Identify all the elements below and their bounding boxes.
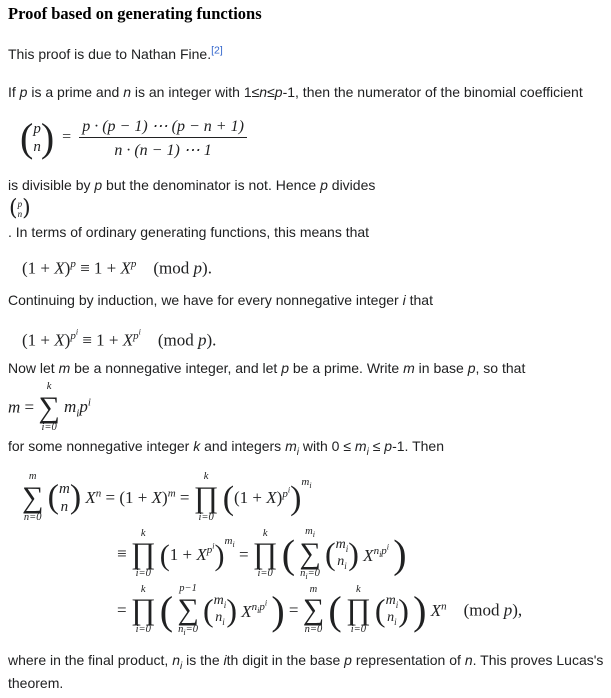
formula-binomial-fraction: ( p n ) = $\frac{p \cdot (p - 1) \cdots (p - n + 1)}{n \cdot (n - 1) \cdots 1}$ — [20, 114, 247, 161]
text: is the — [182, 652, 224, 668]
subscript: i — [366, 446, 369, 458]
text: be a nonnegative integer, and let — [70, 360, 282, 376]
text: divides — [327, 177, 376, 193]
text: where in the final product, — [8, 652, 173, 668]
formula-line-3: = k ∏ i=0 ( p−1 ∑ $n_i=0$ ( $m_i$ $n_i$ ) $X^{n_ip^i}$ ) = m ∑ n=0 ( k ∏ i=0 ( $m_i$ $n_i$ ) ) $X^n$ (mod p), — [117, 583, 523, 637]
text: , so that — [475, 360, 526, 376]
text: is an integer with 1≤ — [130, 84, 260, 100]
var-p: p — [467, 360, 476, 376]
subscript: i — [180, 660, 183, 672]
paragraph-induction — [8, 290, 433, 310]
text: with 0 ≤ — [298, 438, 355, 454]
section-heading: Proof based on generating functions — [8, 4, 262, 23]
reference-link[interactable]: [2] — [211, 44, 223, 57]
text: ≤ — [267, 84, 275, 100]
paragraph-generating-functions: . In terms of ordinary generating functions, this means that — [8, 224, 370, 240]
var-n: n — [123, 84, 131, 100]
var-p: p — [344, 652, 352, 668]
var-n: n — [259, 84, 268, 100]
formula-line-2: ≡ k ∏ i=0 $(1 + X^{p^i})^{m_i}$ = k ∏ i=0 ( $m_i$ ∑ $n_i=0$ ( $m_i$ $n_i$ ) $X^{n_ip^i}$ ) — [117, 526, 407, 582]
text: Continuing by induction, we have for every nonnegative integer — [8, 292, 403, 308]
var-p: p — [274, 84, 283, 100]
formula-base-expansion: m = k ∑ i=0 $m_ip^i$ — [8, 381, 91, 433]
var-k: k — [193, 438, 201, 454]
paragraph-base-p — [8, 358, 525, 378]
subscript: i — [296, 446, 299, 458]
var-m: m — [58, 360, 71, 376]
text: and integers — [200, 438, 286, 454]
var-p: p — [19, 84, 28, 100]
var-p: p — [320, 177, 328, 193]
text: that — [405, 292, 433, 308]
text: but the denominator is not. Hence — [102, 177, 321, 193]
var-m: m — [354, 438, 367, 454]
text: be a prime. Write — [289, 360, 404, 376]
text: Now let — [8, 360, 59, 376]
text: If — [8, 84, 20, 100]
var-p: p — [94, 177, 103, 193]
intro-text: This proof is due to Nathan Fine. — [8, 46, 212, 62]
text: -1. Then — [392, 438, 444, 454]
var-p: p — [281, 360, 289, 376]
text: . This proves Lucas's — [472, 652, 604, 668]
inline-binomial: ( p n ) — [9, 196, 31, 221]
var-m: m — [285, 438, 297, 454]
var-p: p — [384, 438, 393, 454]
paragraph-divisibility — [8, 175, 375, 195]
var-n: n — [172, 652, 181, 668]
paragraph-prime-condition — [8, 82, 583, 102]
text: -1, then the numerator of the binomial coefficient — [282, 84, 583, 100]
paragraph-digits — [8, 436, 444, 463]
paragraph-conclusion — [8, 650, 603, 677]
intro-paragraph — [8, 44, 223, 64]
text: ≤ — [368, 438, 385, 454]
var-i: i — [402, 292, 406, 308]
var-n: n — [464, 652, 473, 668]
text: is divisible by — [8, 177, 95, 193]
var-i: i — [223, 652, 227, 668]
text: in base — [414, 360, 468, 376]
text: th digit in the base — [226, 652, 345, 668]
text: representation of — [351, 652, 465, 668]
formula-frobenius-power: $(1 + X)^{p^i} \equiv 1 + X^{p^i}$ (mod p). — [22, 327, 217, 350]
text: is a prime and — [27, 84, 124, 100]
text: for some nonnegative integer — [8, 438, 194, 454]
var-m: m — [403, 360, 415, 376]
paragraph-conclusion-end: theorem. — [8, 675, 64, 691]
formula-line-1: m ∑ n=0 ( m n ) $X^n = (1 + X)^m$ = k ∏ i=0 $((1 + X)^{p^i})^{m_i}$ — [22, 471, 312, 523]
formula-frobenius: $(1 + X)^p \equiv 1 + X^p$ (mod p). — [22, 258, 212, 278]
